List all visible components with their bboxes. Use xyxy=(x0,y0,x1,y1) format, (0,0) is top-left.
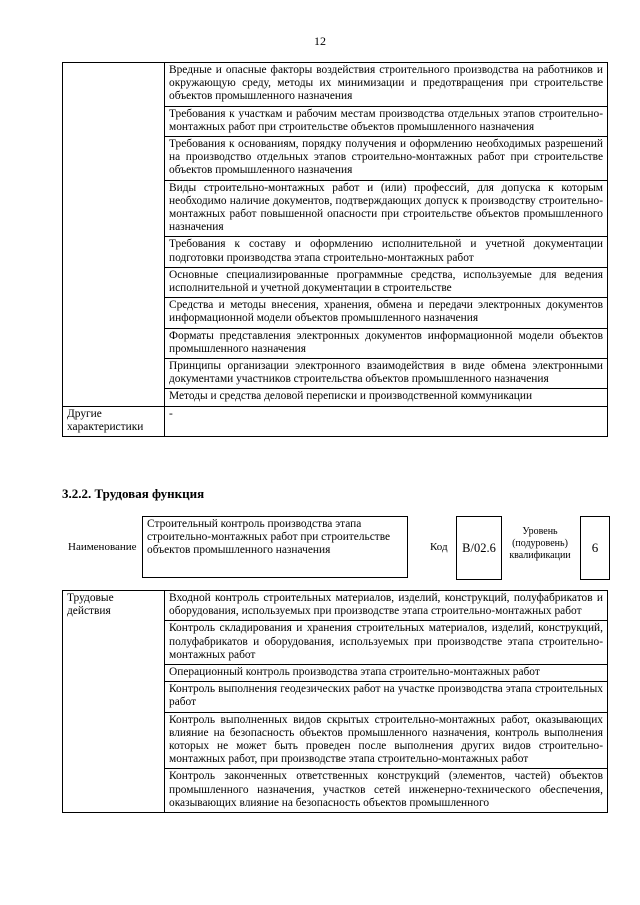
knowledge-item: Форматы представления электронных документов информационной модели объектов промышленного назначения xyxy=(165,328,608,358)
labor-action-item: Контроль выполненных видов скрытых строительно-монтажных работ, оказывающих влияние на безопасность объектов промышленного назначения, контроль выполнения которых не может быть проведен после выполнения других видов строительно-монтажных работ, при производстве этапа строительно-монтажных работ xyxy=(165,712,608,769)
name-label: Наименование xyxy=(68,541,137,553)
table-cell-empty xyxy=(63,63,165,407)
labor-action-item: Контроль выполнения геодезических работ на участке производства этапа строительных работ xyxy=(165,682,608,712)
other-characteristics-value: - xyxy=(165,406,608,436)
labor-function-header xyxy=(62,516,608,580)
function-code: B/02.6 xyxy=(456,516,502,580)
knowledge-table xyxy=(62,62,608,437)
knowledge-item: Требования к участкам и рабочим местам производства отдельных этапов строительно-монтажных работ при строительстве объектов промышленного назначения xyxy=(165,106,608,136)
knowledge-item: Средства и методы внесения, хранения, обмена и передачи электронных документов информационной модели объектов промышленного назначения xyxy=(165,298,608,328)
page-number: 12 xyxy=(314,34,326,48)
knowledge-item: Основные специализированные программные средства, используемые для ведения исполнительной и учетной документации в строительстве xyxy=(165,267,608,297)
labor-action-item: Контроль законченных ответственных конструкций (элементов, частей) объектов промышленного назначения, участков сетей инженерно-технического обеспечения, оказывающих влияние на безопасность объектов промышленного xyxy=(165,769,608,813)
table-row xyxy=(63,591,608,621)
labor-action-item: Контроль складирования и хранения строительных материалов, изделий, конструкций, полуфабрикатов и оборудования, используемых при производстве этапа строительно-монтажных работ xyxy=(165,621,608,665)
labor-actions-label: Трудовые действия xyxy=(63,591,165,813)
function-name: Строительный контроль производства этапа строительно-монтажных работ при строительстве объектов промышленного назначения xyxy=(142,516,408,578)
labor-action-item: Входной контроль строительных материалов, изделий, конструкций, полуфабрикатов и оборудования, используемых при производстве этапа строительно-монтажных работ xyxy=(165,591,608,621)
knowledge-item: Принципы организации электронного взаимодействия в виде обмена электронными документами участников строительства объектов промышленного назначения xyxy=(165,359,608,389)
qualification-level: 6 xyxy=(580,516,610,580)
other-characteristics-label: Другие характеристики xyxy=(63,406,165,436)
level-label: Уровень (подуровень) квалификации xyxy=(509,526,571,561)
section-heading: 3.2.2. Трудовая функция xyxy=(62,486,205,501)
table-row xyxy=(63,406,608,436)
labor-action-item: Операционный контроль производства этапа строительно-монтажных работ xyxy=(165,665,608,682)
knowledge-item: Требования к составу и оформлению исполнительной и учетной документации подготовки производства этапа строительно-монтажных работ xyxy=(165,237,608,267)
code-label: Код xyxy=(430,541,448,553)
knowledge-item: Виды строительно-монтажных работ и (или) профессий, для допуска к которым необходимо наличие документов, подтверждающих допуск к производству строительно-монтажных работ повышенной опасности при строительстве объектов промышленного назначения xyxy=(165,180,608,237)
table-row xyxy=(63,63,608,107)
knowledge-item: Методы и средства деловой переписки и производственной коммуникации xyxy=(165,389,608,406)
labor-actions-table xyxy=(62,590,608,813)
knowledge-item: Вредные и опасные факторы воздействия строительного производства на работников и окружающую среду, методы их минимизации и предотвращения при строительстве объектов промышленного назначения xyxy=(165,63,608,107)
knowledge-item: Требования к основаниям, порядку получения и оформлению необходимых разрешений на производство отдельных этапов строительно-монтажных работ при строительстве объектов промышленного назначения xyxy=(165,137,608,181)
